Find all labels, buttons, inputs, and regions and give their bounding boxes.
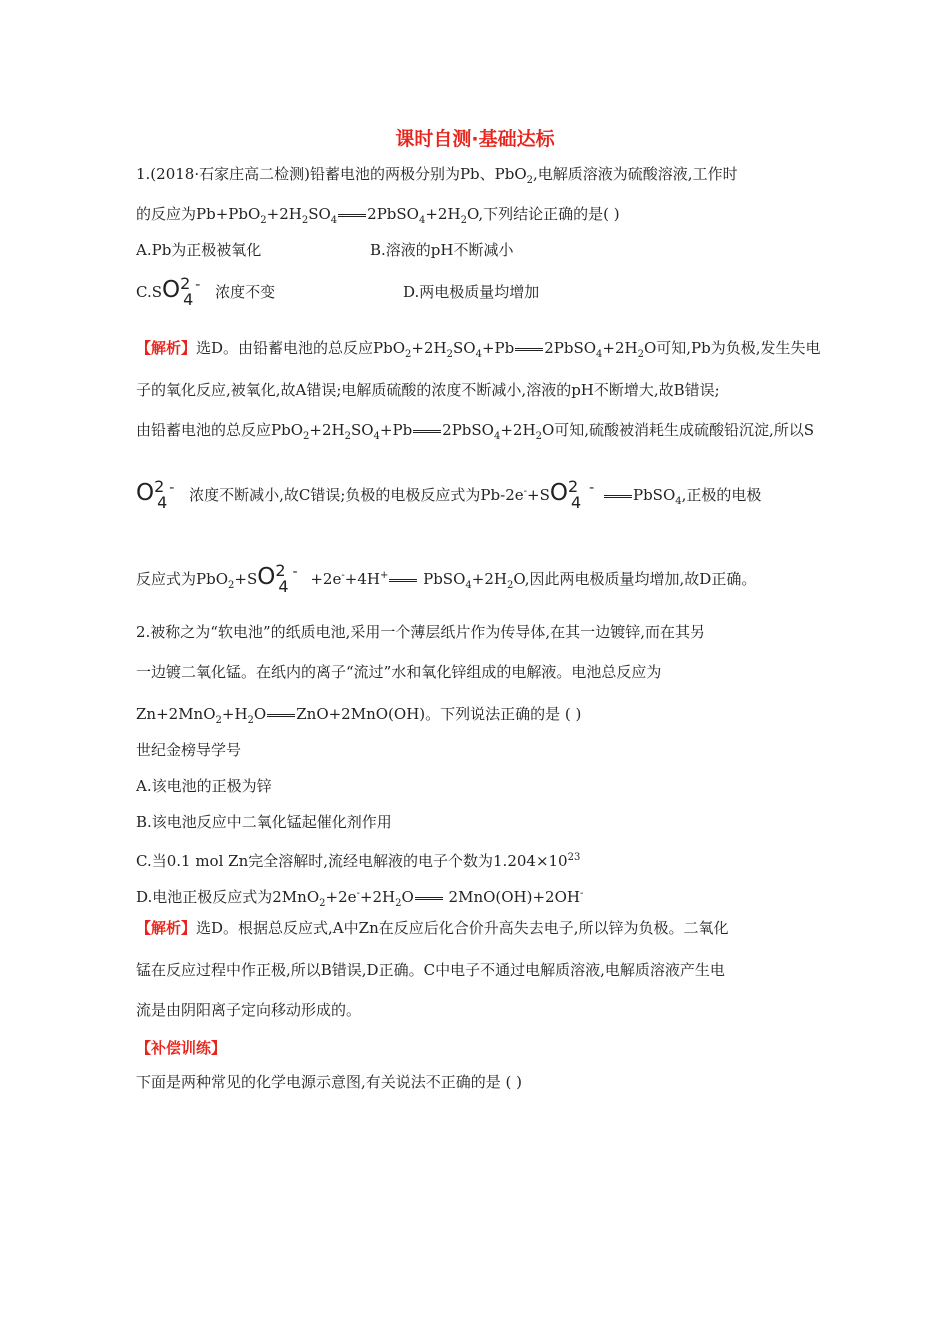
equals-sign	[515, 348, 543, 351]
q1-option-c: C.SO2 4- 浓度不变	[136, 274, 276, 309]
analysis1-line2: 子的氧化反应,被氧化,故A错误;电解质硫酸的浓度不断减小,溶液的pH不断增大,故B错误;	[136, 381, 720, 399]
q1-stem-line1: 1.(2018·石家庄高二检测)铅蓄电池的两极分别为Pb、PbO$_2$,电解质溶液为硫酸溶液,工作时	[136, 165, 738, 186]
q2-option-d: D.电池正极反应式为$2MnO_2+2e^-+2H_2O$ 2MnO(OH)+2OH-	[136, 888, 584, 909]
q2-stem-line2: 一边镀二氧化锰。在纸内的离子“流过”水和氧化锌组成的电解液。电池总反应为	[136, 663, 662, 681]
q1-option-d: D.两电极质量均增加	[403, 283, 540, 301]
equals-sign	[267, 714, 295, 717]
analysis2-line3: 流是由阴阳离子定向移动形成的。	[136, 1001, 362, 1019]
q2-stem-line1: 2.被称之为“软电池”的纸质电池,采用一个薄层纸片作为传导体,在其一边镀锌,而在其另	[136, 623, 705, 641]
q1-option-a: A.Pb为正极被氧化	[136, 241, 262, 259]
q2-stem-line3: $Zn+2MnO_2+H_2O$ ZnO+2MnO(OH)。下列说法正确的是 ( )	[136, 705, 582, 726]
equals-sign	[604, 495, 632, 498]
equals-sign	[413, 430, 441, 433]
q2-option-a: A.该电池的正极为锌	[136, 777, 272, 795]
analysis1-line4: O2 4- 浓度不断减小,故C错误;负极的电极反应式为Pb-2e-+SO2 4- PbSO$_4$,正极的电极	[136, 477, 762, 512]
q2-tag: 世纪金榜导学号	[136, 741, 242, 759]
q1-stem-line2: 的反应为$Pb+PbO_2+2H_2SO_4$ $2PbSO_4+2H_2O$,下列结论正确的是( )	[136, 205, 620, 226]
analysis-label: 【解析】	[136, 339, 197, 357]
equals-sign	[389, 579, 417, 582]
supplement-label: 【补偿训练】	[136, 1039, 227, 1057]
equals-sign	[415, 897, 443, 900]
supplement-question: 下面是两种常见的化学电源示意图,有关说法不正确的是 ( )	[136, 1073, 523, 1091]
equals-sign	[338, 214, 366, 217]
analysis2-line2: 锰在反应过程中作正极,所以B错误,D正确。C中电子不通过电解质溶液,电解质溶液产生电	[136, 961, 725, 979]
analysis-label: 【解析】	[136, 919, 197, 937]
q1-option-b: B.溶液的pH不断减小	[370, 241, 514, 259]
q2-option-c: C.当0.1 mol Zn完全溶解时,流经电解液的电子个数为$1.204\times 10^{23}$	[136, 852, 581, 870]
page-title: 课时自测·基础达标	[395, 128, 555, 150]
analysis1-line5: 反应式为PbO$_2$+SO2 4- +2e-+4H+ $PbSO_4+2H_2O$,因此两电极质量均增加,故D正确。	[136, 561, 757, 596]
analysis2-line1: 【解析】选D。根据总反应式,A中Zn在反应后化合价升高失去电子,所以锌为负极。二氧化	[136, 919, 729, 937]
analysis1-line1: 【解析】选D。由铅蓄电池的总反应$PbO_2+2H_2SO_4+Pb$ $2PbSO_4+2H_2O$可知,Pb为负极,发生失电	[136, 339, 821, 360]
q2-option-b: B.该电池反应中二氧化锰起催化剂作用	[136, 813, 392, 831]
analysis1-line3: 由铅蓄电池的总反应$PbO_2+2H_2SO_4+Pb$ $2PbSO_4+2H_2O$可知,硫酸被消耗生成硫酸铅沉淀,所以S	[136, 421, 815, 442]
